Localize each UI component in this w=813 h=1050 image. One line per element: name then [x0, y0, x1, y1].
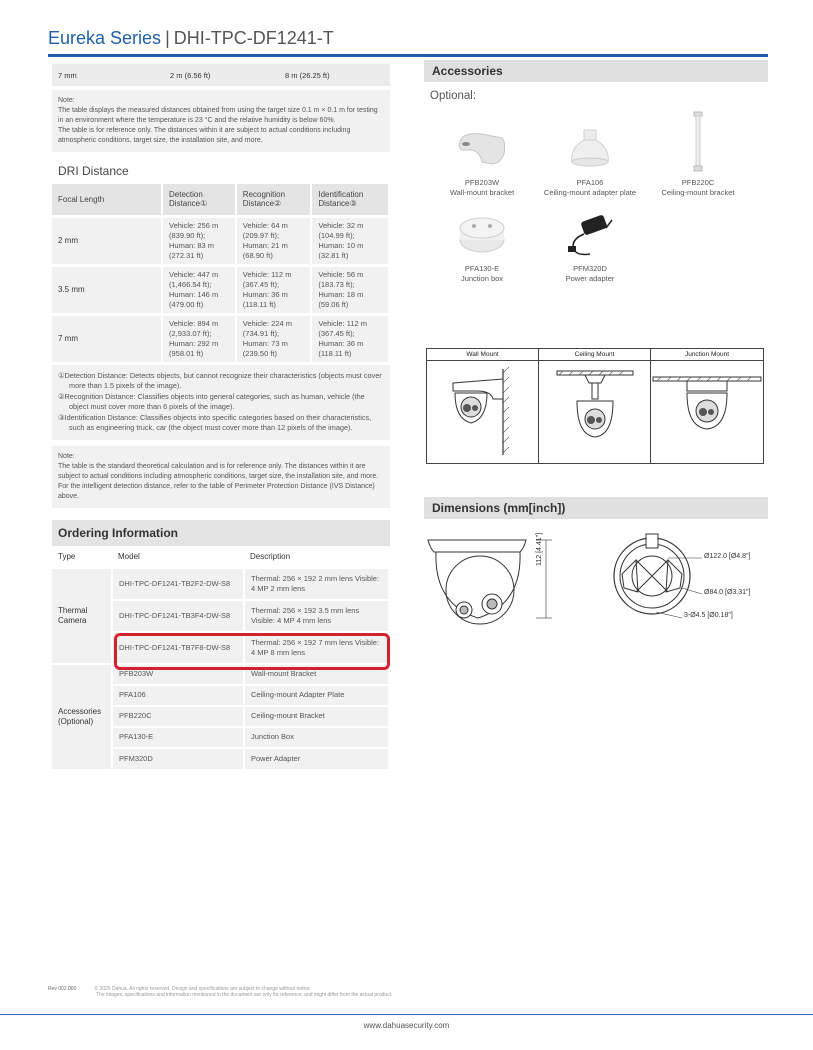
- ordering-header-row: [52, 546, 389, 568]
- type-thermal: Thermal Camera: [52, 568, 112, 664]
- mount-col-junction: [651, 349, 763, 463]
- dim-height-label: 112 [4.41"]: [536, 532, 543, 566]
- mount-label-junction: Junction Mount: [651, 349, 763, 361]
- model-title: DHI-TPC-DF1241-T: [173, 28, 334, 48]
- mount-label-wall: Wall Mount: [427, 349, 538, 361]
- accessory-code: PFA106: [576, 178, 604, 187]
- ordering-header-description: Description: [244, 546, 389, 568]
- dri-title: DRI Distance: [58, 164, 129, 178]
- dim-d2-label: Ø84.0 [Ø3.31"]: [704, 589, 751, 596]
- theoretical-note: [52, 446, 390, 508]
- accessory-name: Junction box: [460, 274, 504, 283]
- accessory-code: PFB203W: [464, 178, 500, 187]
- mount-col-ceiling: [539, 349, 651, 463]
- accessory-item: [432, 124, 532, 198]
- mount-diagram-table: [426, 348, 764, 464]
- dri-header-identification: Identification Distance③: [311, 184, 389, 216]
- series-title: Eureka Series: [48, 28, 162, 48]
- description-cell: Thermal: 256 × 192 3.5 mm lens Visible: 4 MP 4 mm lens: [244, 600, 389, 632]
- model-cell: PFB220C: [112, 706, 244, 727]
- dri-recognition: Vehicle: 64 m (209.97 ft); Human: 21 m (68.90 ft): [236, 216, 312, 265]
- footnote-identification: ③Identification Distance: Classifies objects into specific categories based on their characteristics, such as engineering truck, car (the object must cover more than 12 pixels of the image).: [58, 412, 372, 432]
- copyright-line2: The images, specifications and information mentioned in the document are only for reference, and might differ from the actual product.: [96, 992, 393, 998]
- description-cell: Wall-mount Bracket: [244, 664, 389, 685]
- ordering-header-model: Model: [112, 546, 244, 568]
- accessory-item: [540, 210, 640, 284]
- accessory-item: [432, 210, 532, 284]
- accessory-name: Wall-mount bracket: [449, 188, 515, 197]
- wall-mount-icon: [427, 363, 539, 463]
- footer-rule: [0, 1014, 813, 1015]
- description-cell: Ceiling-mount Bracket: [244, 706, 389, 727]
- range-col1: 2 m (6.56 ft): [170, 70, 211, 80]
- description-cell: Power Adapter: [244, 748, 389, 769]
- dri-identification: Vehicle: 56 m (183.73 ft); Human: 18 m (59.06 ft): [311, 265, 389, 314]
- range-row: [52, 64, 390, 86]
- note-label: Note:: [58, 452, 75, 460]
- dri-identification: Vehicle: 112 m (367.45 ft); Human: 36 m (118.11 ft): [311, 314, 389, 362]
- model-cell: PFA130-E: [112, 727, 244, 748]
- model-cell: PFM320D: [112, 748, 244, 769]
- footer-legal: [48, 986, 392, 998]
- accessory-code: PFA130-E: [464, 264, 500, 273]
- optional-label: Optional:: [430, 90, 477, 102]
- measurement-note: [52, 90, 390, 152]
- note-line2: The table is for reference only. The distances within it are subject to actual conditions including atmospheric conditions, target size, the installation site, and more.: [58, 127, 351, 144]
- power-adapter-icon: [560, 210, 620, 260]
- note-label: Note:: [58, 97, 75, 104]
- range-col2: 8 m (26.25 ft): [285, 70, 330, 80]
- dimension-side-view-icon: [424, 532, 768, 642]
- dri-footnotes: [52, 365, 390, 440]
- accessories-title: Accessories: [424, 60, 768, 82]
- ceiling-mount-icon: [539, 363, 651, 463]
- accessory-item: [648, 110, 748, 198]
- dimensions-title: Dimensions (mm[inch]): [424, 497, 768, 519]
- junction-mount-icon: [651, 363, 763, 463]
- junction-box-icon: [452, 210, 512, 260]
- table-row: [52, 216, 389, 265]
- accessory-item: [540, 124, 640, 198]
- model-cell: DHI-TPC-DF1241-TB2F2-DW-S8: [112, 568, 244, 600]
- dri-header-row: [52, 184, 389, 216]
- description-cell: Thermal: 256 × 192 2 mm lens Visible: 4 MP 2 mm lens: [244, 568, 389, 600]
- dri-focal: 7 mm: [52, 314, 162, 362]
- revision: Rev 002.000: [48, 986, 77, 992]
- model-cell: PFB203W: [112, 664, 244, 685]
- adapter-plate-icon: [560, 124, 620, 174]
- copyright-line1: © 2025 Dahua. All rights reserved. Design and specifications are subject to change without notice.: [94, 986, 312, 992]
- dri-focal: 3.5 mm: [52, 265, 162, 314]
- header-rule: [48, 54, 768, 57]
- table-row: [52, 314, 389, 362]
- dri-detection: Vehicle: 256 m (839.90 ft); Human: 83 m (272.31 ft): [162, 216, 236, 265]
- ordering-header-type: Type: [52, 546, 112, 568]
- description-cell: Junction Box: [244, 727, 389, 748]
- wall-bracket-icon: [452, 124, 512, 174]
- model-cell: DHI-TPC-DF1241-TB7F8-DW-S8: [112, 632, 244, 664]
- dri-header-detection: Detection Distance①: [162, 184, 236, 216]
- dim-d1-label: Ø122.0 [Ø4.8"]: [704, 553, 751, 560]
- table-row: [52, 265, 389, 314]
- range-focal: 7 mm: [58, 70, 77, 80]
- accessory-name: Power adapter: [565, 274, 615, 283]
- dri-recognition: Vehicle: 224 m (734.91 ft); Human: 73 m (239.50 ft): [236, 314, 312, 362]
- accessory-code: PFM320D: [573, 264, 607, 273]
- right-column: [424, 60, 768, 619]
- dri-detection: Vehicle: 894 m (2,933.07 ft); Human: 292 m (958.01 ft): [162, 314, 236, 362]
- ordering-title: Ordering Information: [52, 520, 390, 546]
- dri-header-focal: Focal Length: [52, 184, 162, 216]
- footnote-recognition: ②Recognition Distance: Classifies objects into general categories, such as human, vehicle (the object must cover more than 6 pixels of the image).: [58, 391, 365, 411]
- accessory-grid: [424, 102, 768, 332]
- dri-table: [52, 184, 390, 362]
- model-cell: PFA106: [112, 685, 244, 706]
- ceiling-bracket-icon: [668, 110, 728, 174]
- model-cell: DHI-TPC-DF1241-TB3F4-DW-S8: [112, 600, 244, 632]
- description-cell: Thermal: 256 × 192 7 mm lens Visible: 4 MP 8 mm lens: [244, 632, 389, 664]
- table-row: [52, 568, 389, 600]
- type-accessories: Accessories (Optional): [52, 664, 112, 769]
- footnote-detection: ①Detection Distance: Detects objects, but cannot recognize their characteristics (objects must cover more than 1.5 pixels of the image).: [58, 370, 382, 390]
- description-cell: Ceiling-mount Adapter Plate: [244, 685, 389, 706]
- dri-header-recognition: Recognition Distance②: [236, 184, 312, 216]
- dimensions-drawing: [424, 532, 768, 642]
- accessory-name: Ceiling-mount adapter plate: [543, 188, 637, 197]
- dri-focal: 2 mm: [52, 216, 162, 265]
- accessory-name: Ceiling-mount bracket: [661, 188, 735, 197]
- note-line1: The table displays the measured distances obtained from using the target size 0.1 m × 0.1 m for testing in an environment where the temperature is 23 °C and the relative humidity is below 60%.: [58, 107, 378, 124]
- dri-detection: Vehicle: 447 m (1,466.54 ft); Human: 146 m (479.00 ft): [162, 265, 236, 314]
- page-header: [48, 28, 334, 49]
- title-separator: |: [165, 28, 170, 48]
- mount-col-wall: [427, 349, 539, 463]
- dim-d3-label: 3-Ø4.5 [Ø0.18"]: [684, 612, 733, 619]
- dri-identification: Vehicle: 32 m (104.99 ft); Human: 10 m (32.81 ft): [311, 216, 389, 265]
- note-text: The table is the standard theoretical calculation and is for reference only. The distances within it are subject to actual conditions including atmospheric conditions, target size, the installation site, and more. For the intelligent detection distance, refer to the table of Perimeter Protection Distance (IVS Distance) above.: [58, 462, 379, 500]
- website-link[interactable]: www.dahuasecurity.com: [363, 1021, 450, 1030]
- dri-recognition: Vehicle: 112 m (367.45 ft); Human: 36 m (118.11 ft): [236, 265, 312, 314]
- mount-label-ceiling: Ceiling Mount: [539, 349, 650, 361]
- highlight-box: [114, 633, 390, 670]
- accessory-code: PFB220C: [681, 178, 715, 187]
